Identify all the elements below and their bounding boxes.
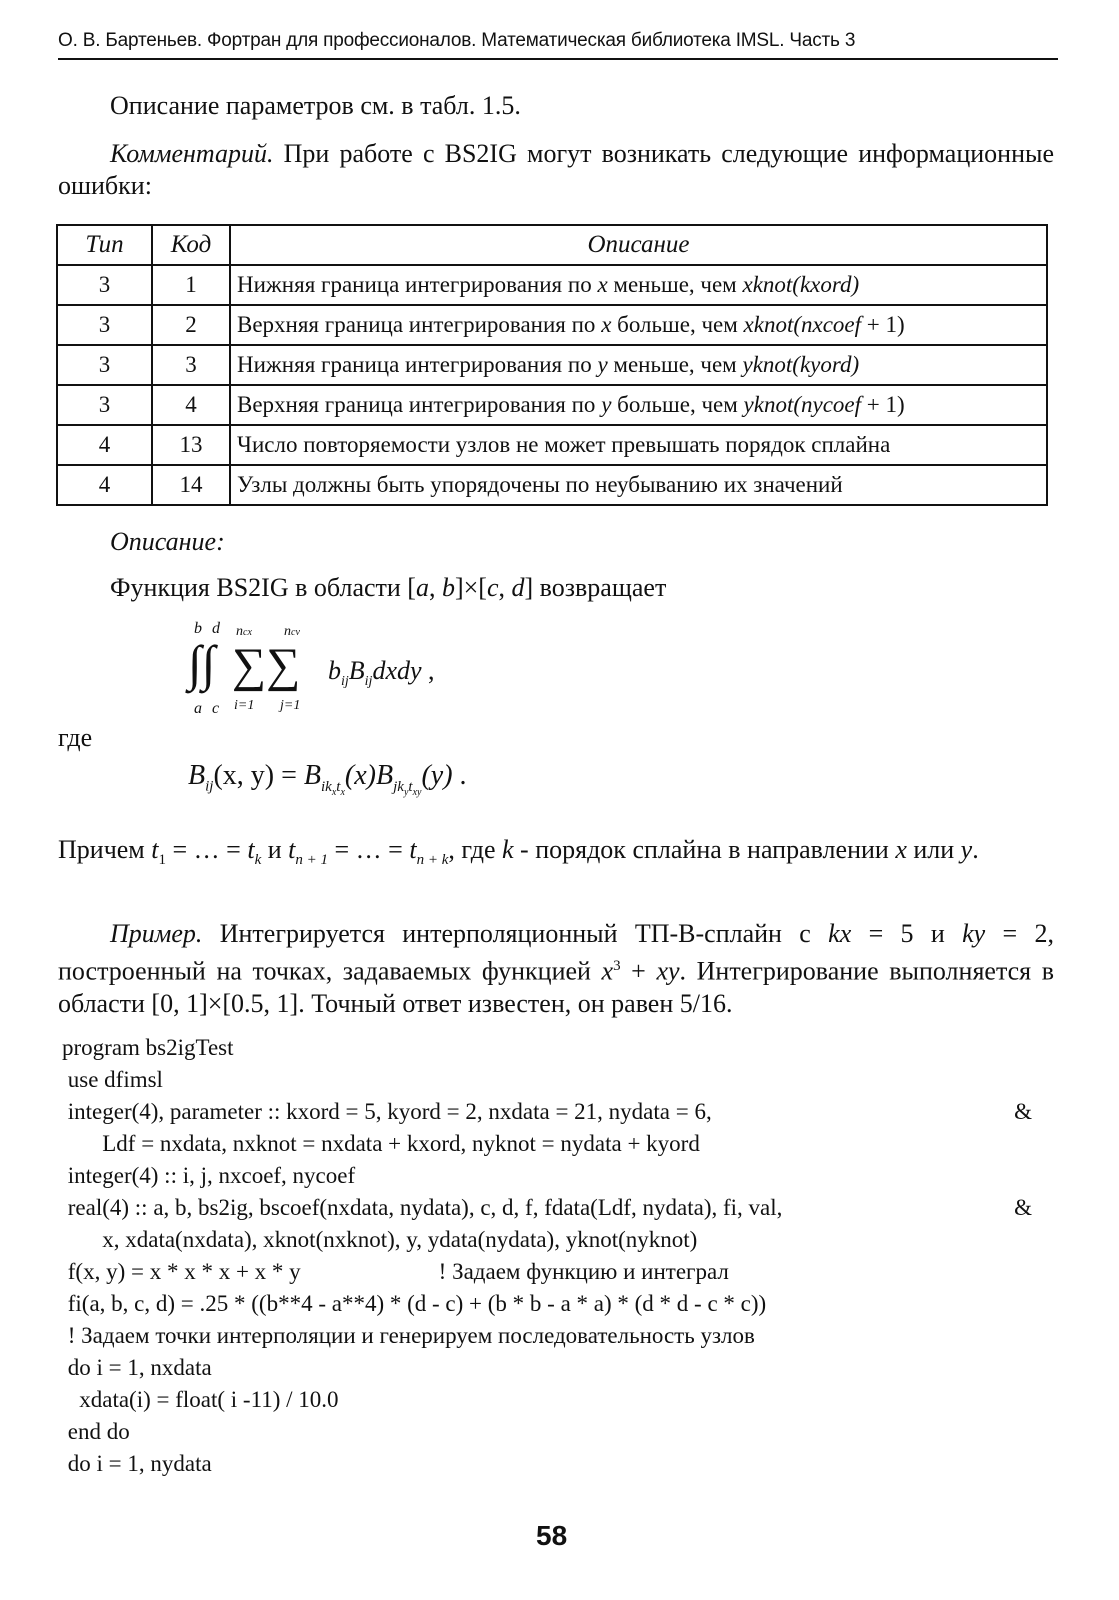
desc-expr: yknot(kyord) (742, 352, 860, 377)
basis-args-text: (x, y) = (213, 760, 304, 791)
cell-code: 3 (152, 345, 230, 385)
example-var: kx (828, 919, 852, 948)
code-text: do i = 1, nxdata (62, 1355, 212, 1380)
table-row (57, 425, 1047, 465)
basis-b2-args: (y) (421, 760, 453, 791)
desc-text: Нижняя граница интегрирования по (237, 352, 598, 377)
note-text: . (972, 835, 979, 864)
desc-expr: xknot(kxord) (742, 272, 860, 297)
cell-description (230, 265, 1047, 305)
code-line (62, 1288, 1052, 1320)
func-text: , (428, 573, 442, 602)
func-text: ] возвращает (524, 573, 667, 602)
params-line: Описание параметров см. в табл. 1.5. (110, 91, 521, 120)
description-label (58, 526, 1054, 558)
integral-sign: ∫∫ (188, 635, 216, 691)
example-text: = 5 и (851, 919, 963, 948)
description-label-text: Описание: (110, 527, 225, 556)
code-text: x, xdata(nxdata), xknot(nxknot), y, ydata(nydata), yknot(nyknot) (62, 1227, 698, 1252)
error-table-header (57, 225, 1047, 265)
sub-text: jk (393, 778, 404, 795)
description-sentence (58, 572, 1054, 604)
code-text: fi(a, b, c, d) = .25 * ((b**4 - a**4) * (d - c) + (b * b - a * a) * (d * d - c * c)) (62, 1291, 767, 1316)
cell-description (230, 385, 1047, 425)
desc-var: y (601, 392, 612, 417)
code-text: f(x, y) = x * x * x + x * y ! Задаем функцию и интеграл (62, 1259, 729, 1284)
where-label (58, 722, 1054, 754)
desc-text: Узлы должны быть упорядочены по неубыванию их значений (237, 472, 843, 497)
integral-formula (188, 620, 508, 720)
code-line (62, 1096, 1052, 1128)
integral-upper-d: d (212, 620, 220, 637)
cell-type: 4 (57, 465, 152, 505)
table-row (57, 385, 1047, 425)
header-type: Тип (57, 225, 152, 265)
integrand-B-sub: ij (364, 674, 373, 690)
cell-description (230, 465, 1047, 505)
sum1-top-sub: cx (243, 627, 252, 638)
cell-type: 3 (57, 265, 152, 305)
sum2-top-n: n (284, 624, 291, 639)
page-number: 58 (536, 1520, 568, 1551)
continuation-mark: & (1014, 1099, 1032, 1124)
code-text: use dfimsl (62, 1067, 163, 1092)
basis-end: . (452, 760, 467, 791)
example-text: = 2, построенный на точках, задаваемых функцией (58, 919, 1055, 986)
integrand-comma: , (421, 656, 435, 685)
example-label: Пример. (110, 919, 203, 948)
cell-type: 3 (57, 385, 152, 425)
sum2-bottom: j=1 (280, 698, 301, 713)
cell-code: 13 (152, 425, 230, 465)
sub-text: y (403, 786, 409, 798)
note-var: t (151, 835, 159, 864)
example-var: xy (656, 956, 680, 986)
table-row (57, 265, 1047, 305)
code-line (62, 1224, 1052, 1256)
desc-text: + 1) (861, 312, 905, 337)
cell-code: 2 (152, 305, 230, 345)
note-text: - порядок сплайна в направлении (513, 835, 896, 864)
note-var: y (960, 835, 973, 864)
code-line (62, 1256, 1052, 1288)
note-var: t (247, 835, 255, 864)
note-text: Причем (58, 835, 152, 864)
running-title: О. В. Бартеньев. Фортран для профессионалов. Математическая библиотека IMSL. Часть 3 (58, 30, 856, 51)
example-pow: 3 (613, 958, 621, 974)
code-line (62, 1416, 1052, 1448)
table-row (57, 345, 1047, 385)
comment-paragraph (58, 138, 1054, 202)
code-text: integer(4), parameter :: kxord = 5, kyord = 2, nxdata = 21, nydata = 6, (62, 1099, 712, 1124)
cell-description (230, 345, 1047, 385)
domain-var: a (415, 573, 429, 602)
basis-b2-sub (393, 778, 422, 798)
cell-description (230, 425, 1047, 465)
cell-code: 1 (152, 265, 230, 305)
desc-expr: yknot(nycoef (743, 392, 862, 417)
note-sub: n + 1 (295, 852, 329, 869)
note-var: k (502, 835, 514, 864)
desc-expr: xknot(nxcoef (743, 312, 862, 337)
cell-type: 3 (57, 305, 152, 345)
func-text: Функция BS2IG в области [ (110, 573, 416, 602)
basis-b1-sub (321, 778, 345, 798)
note-text: = … = (328, 835, 410, 864)
example-var: ky (962, 919, 986, 948)
desc-var: x (601, 312, 612, 337)
code-line (62, 1032, 1052, 1064)
code-line (62, 1384, 1052, 1416)
integral-lower-c: c (212, 700, 220, 717)
code-line (62, 1320, 1052, 1352)
sub-text: x (331, 786, 337, 798)
code-text: Ldf = nxdata, nxknot = nxdata + kxord, nyknot = nydata + kyord (62, 1131, 700, 1156)
code-text: ! Задаем точки интерполяции и генерируем последовательность узлов (62, 1323, 755, 1348)
table-row (57, 465, 1047, 505)
continuation-mark: & (1014, 1195, 1032, 1220)
basis-lhs: B (188, 760, 206, 791)
note-var: t (409, 835, 417, 864)
integrand-dxdy: dxdy (372, 656, 422, 685)
basis-b1: B (303, 760, 322, 791)
note-sub: k (254, 852, 262, 869)
integral-lower-a: a (194, 700, 202, 717)
cell-code: 14 (152, 465, 230, 505)
desc-text: больше, чем (611, 312, 744, 337)
sum-sign: ∑∑ (232, 639, 301, 692)
code-line (62, 1352, 1052, 1384)
header-code: Код (152, 225, 230, 265)
integrand-b: b (328, 656, 341, 685)
where-text: где (58, 723, 93, 752)
integral-upper-b: b (194, 620, 202, 637)
params-reference (58, 90, 1054, 122)
sub-text: xy (412, 786, 422, 798)
code-text: integer(4) :: i, j, nxcoef, nycoef (62, 1163, 356, 1188)
desc-text: больше, чем (611, 392, 744, 417)
example-text: + (620, 956, 657, 986)
func-text: ]×[ (454, 573, 487, 602)
desc-var: y (597, 352, 608, 377)
sub-text: t (408, 778, 413, 795)
code-text: do i = 1, nydata (62, 1451, 212, 1476)
basis-b1-args: (x) (344, 760, 376, 791)
desc-text: меньше, чем (607, 352, 743, 377)
note-sub: n + k (416, 852, 449, 869)
note-var: t (288, 835, 296, 864)
note-text: или (906, 835, 961, 864)
error-table (56, 224, 1048, 506)
domain-var: d (511, 573, 525, 602)
basis-formula (188, 760, 467, 798)
sum2-top-sub: cv (291, 627, 300, 638)
desc-var: x (597, 272, 608, 297)
sum1-top-n: n (236, 624, 243, 639)
example-text: . Интегрирование выполняется в области [0, 1]×[0.5, 1]. Точный ответ известен, он равен 5/16. (58, 956, 1054, 1018)
example-text: Интегрируется интерполяционный ТП-В-сплайн с (202, 919, 829, 948)
code-line (62, 1064, 1052, 1096)
header-description: Описание (230, 225, 1047, 265)
code-text: xdata(i) = float( i -11) / 10.0 (62, 1387, 339, 1412)
code-listing (62, 1032, 1052, 1480)
cell-type: 4 (57, 425, 152, 465)
knots-note (58, 834, 1054, 876)
sum1-bottom: i=1 (234, 698, 255, 713)
desc-text: Число повторяемости узлов не может превышать порядок сплайна (237, 432, 891, 457)
cell-type: 3 (57, 345, 152, 385)
desc-text: + 1) (861, 392, 905, 417)
sub-text: ik (321, 778, 332, 795)
cell-description (230, 305, 1047, 345)
code-text: program bs2igTest (62, 1035, 234, 1060)
running-header (58, 30, 1058, 60)
note-text: и (261, 835, 289, 864)
basis-lhs-args (213, 760, 303, 791)
desc-text: Верхняя граница интегрирования по (237, 392, 602, 417)
table-row (57, 305, 1047, 345)
integrand (328, 656, 435, 690)
domain-var: b (441, 573, 455, 602)
integrand-B: B (348, 656, 365, 685)
code-line (62, 1160, 1052, 1192)
sub-text: t (336, 778, 341, 795)
example-var: x (601, 956, 614, 986)
note-var: x (895, 835, 907, 864)
code-text: real(4) :: a, b, bs2ig, bscoef(nxdata, nydata), c, d, f, fdata(Ldf, nydata), fi, val, (62, 1195, 783, 1220)
domain-var: c (486, 573, 499, 602)
sub-text: x (340, 786, 345, 798)
basis-lhs-sub: ij (205, 778, 214, 795)
comment-text: При работе с BS2IG могут возникать следующие информационные ошибки: (58, 139, 1054, 200)
code-line (62, 1128, 1052, 1160)
comment-label: Комментарий. (110, 139, 274, 168)
integrand-b-sub: ij (341, 674, 349, 690)
code-line (62, 1192, 1052, 1224)
desc-text: меньше, чем (607, 272, 743, 297)
func-text: , (498, 573, 512, 602)
note-sub: 1 (158, 852, 166, 869)
desc-text: Нижняя граница интегрирования по (237, 272, 598, 297)
desc-text: Верхняя граница интегрирования по (237, 312, 602, 337)
note-text: = … = (166, 835, 248, 864)
code-text: end do (62, 1419, 130, 1444)
basis-b2: B (376, 760, 394, 791)
cell-code: 4 (152, 385, 230, 425)
note-text: , где (448, 835, 502, 864)
code-line (62, 1448, 1052, 1480)
example-paragraph (58, 918, 1054, 1020)
